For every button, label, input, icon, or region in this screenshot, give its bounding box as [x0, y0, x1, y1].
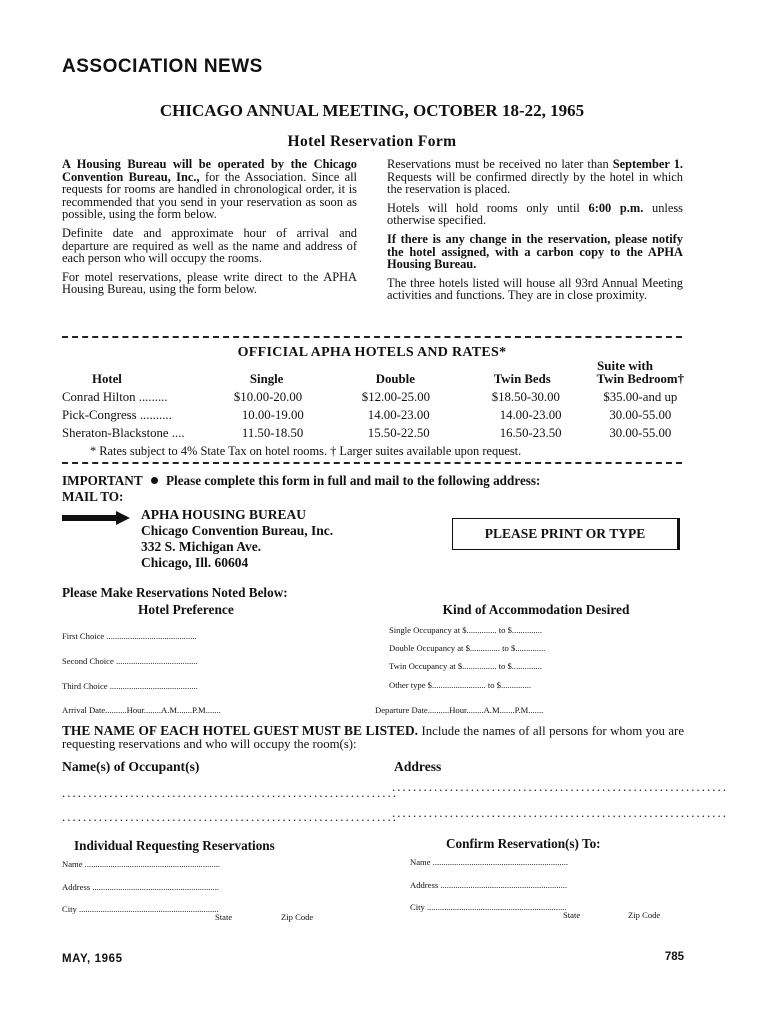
page-number: 785	[664, 951, 684, 963]
divider-top	[62, 336, 682, 338]
important-text: Please complete this form in full and mail to the following address:	[165, 473, 541, 488]
guest-notice-text: Include the names of all persons for whom you are requesting reservations and who will occupy the room(s):	[62, 724, 684, 751]
intro-p1-text: for the Association. Since all requests for rooms are handled in chronological order, it is recommended that you send in your reservation as soon as possible, using the form below.	[62, 169, 357, 222]
confirm-name-field[interactable]: Name ...............................................................	[410, 857, 569, 867]
individual-city-field[interactable]: City .................................................................	[62, 904, 219, 914]
arrival-field[interactable]: Arrival Date..........Hour........A.M.......P.M.......	[62, 705, 221, 715]
rate-row	[62, 424, 684, 442]
individual-state-label: State	[215, 912, 233, 922]
intro-left-column	[62, 158, 357, 296]
col-suite: Twin Bedroom†	[596, 371, 684, 386]
single-occupancy-field[interactable]: Single Occupancy at $.............. to $..............	[389, 625, 542, 635]
bullet-icon	[151, 477, 158, 484]
col-twin: Twin Beds	[493, 371, 551, 386]
rate-twin: 16.50-23.50	[499, 425, 562, 440]
rate-row	[62, 388, 684, 406]
rate-row	[62, 406, 684, 424]
rate-double: $12.00-25.00	[361, 389, 431, 404]
p4-text-b: Requests will be confirmed directly by the hotel in which the reservation is placed.	[387, 169, 683, 197]
confirm-state-label: State	[563, 910, 581, 920]
address-line: 332 S. Michigan Ave.	[141, 539, 262, 554]
guest-notice	[62, 724, 684, 751]
address-line: Chicago, Ill. 60604	[141, 555, 249, 570]
guest-notice-bold: THE NAME OF EACH HOTEL GUEST MUST BE LISTED.	[62, 723, 418, 738]
important-notice	[62, 473, 540, 489]
p4-text-a: Reservations must be received no later than	[387, 157, 613, 171]
address-line: Chicago Convention Bureau, Inc.	[141, 523, 334, 538]
arrow-icon	[62, 511, 132, 525]
occupant-address-line[interactable]: ................................................................	[392, 779, 728, 794]
rate-single: $10.00-20.00	[233, 389, 303, 404]
rates-table	[62, 370, 684, 442]
intro-paragraph-2: Definite date and approximate hour of arrival and departure are required as well as the name and address of each person who will occupy the rooms.	[62, 225, 357, 266]
address-line: APHA HOUSING BUREAU	[141, 507, 307, 522]
intro-paragraph-4	[387, 158, 683, 196]
intro-paragraph-5	[387, 202, 683, 227]
col-double: Double	[375, 371, 415, 386]
confirm-zip-label: Zip Code	[628, 910, 661, 920]
reservations-heading: Please Make Reservations Noted Below:	[62, 585, 288, 600]
occupant-line[interactable]: ................................................................	[62, 809, 398, 824]
form-title: Hotel Reservation Form	[287, 133, 457, 150]
rates-footnote: * Rates subject to 4% State Tax on hotel rooms. † Larger suites available upon request.	[90, 444, 522, 458]
twin-occupancy-field[interactable]: Twin Occupancy at $................ to $..............	[389, 661, 542, 671]
rate-hotel: Sheraton-Blackstone ....	[62, 425, 185, 440]
third-choice-field[interactable]: Third Choice .........................................	[62, 681, 198, 691]
rate-hotel: Pick-Congress ..........	[62, 407, 172, 422]
p5-text-a: Hotels will hold rooms only until	[387, 200, 589, 215]
confirm-heading: Confirm Reservation(s) To:	[446, 836, 601, 851]
divider-middle	[62, 462, 682, 464]
deadline-bold: September 1.	[612, 157, 683, 171]
double-occupancy-field[interactable]: Double Occupancy at $.............. to $..............	[389, 643, 546, 653]
rate-twin: 14.00-23.00	[499, 407, 562, 422]
individual-heading: Individual Requesting Reservations	[74, 838, 275, 853]
rate-single: 10.00-19.00	[241, 407, 304, 422]
individual-address-field[interactable]: Address ...........................................................	[62, 882, 220, 892]
section-title: ASSOCIATION NEWS	[62, 56, 263, 77]
rates-header-row	[62, 370, 684, 388]
confirm-city-field[interactable]: City .................................................................	[410, 902, 567, 912]
intro-paragraph-6: If there is any change in the reservation, please notify the hotel assigned, with a carbon copy to the APHA Housing Bureau.	[387, 231, 683, 272]
rate-suite: $35.00-and up	[603, 389, 678, 404]
address-label: Address	[394, 759, 442, 774]
mail-to-label: MAIL TO:	[62, 489, 124, 504]
meeting-title: CHICAGO ANNUAL MEETING, OCTOBER 18-22, 1965	[159, 101, 585, 120]
hold-time-bold: 6:00 p.m.	[588, 200, 644, 215]
rate-hotel: Conrad Hilton .........	[62, 389, 168, 404]
rate-single: 11.50-18.50	[241, 425, 304, 440]
housing-bureau-bold: A Housing Bureau will be operated by the Chicago Convention Bureau, Inc.,	[62, 157, 357, 184]
first-choice-field[interactable]: First Choice ..........................................	[62, 631, 197, 641]
occupant-address-line[interactable]: ................................................................	[392, 805, 728, 820]
rate-twin: $18.50-30.00	[491, 389, 560, 404]
rate-suite: 30.00-55.00	[609, 425, 672, 440]
accommodation-heading: Kind of Accommodation Desired	[442, 602, 630, 617]
departure-field[interactable]: Departure Date..........Hour........A.M.......P.M.......	[375, 705, 544, 715]
print-notice-box: PLEASE PRINT OR TYPE	[452, 518, 680, 550]
p5-text-b: unless otherwise specified.	[387, 200, 683, 228]
mailing-address	[141, 507, 333, 571]
rate-suite: 30.00-55.00	[609, 407, 672, 422]
intro-paragraph-1	[62, 158, 357, 221]
individual-name-field[interactable]: Name ...............................................................	[62, 859, 221, 869]
footer-date: MAY, 1965	[62, 953, 123, 965]
important-label: IMPORTANT	[62, 473, 143, 488]
suite-header-line1: Suite with	[597, 358, 653, 373]
col-hotel: Hotel	[92, 371, 122, 386]
intro-paragraph-3: For motel reservations, please write direct to the APHA Housing Bureau, using the form below.	[62, 269, 357, 297]
individual-zip-label: Zip Code	[281, 912, 314, 922]
other-type-field[interactable]: Other type $......................... to $..............	[389, 680, 532, 690]
rates-title: OFFICIAL APHA HOTELS AND RATES*	[237, 345, 507, 360]
rate-double: 14.00-23.00	[367, 407, 430, 422]
occupant-line[interactable]: ................................................................	[62, 785, 398, 800]
rate-double: 15.50-22.50	[367, 425, 430, 440]
occupants-label: Name(s) of Occupant(s)	[62, 759, 200, 774]
intro-right-column	[387, 158, 683, 302]
col-single: Single	[249, 371, 284, 386]
hotel-preference-heading: Hotel Preference	[138, 602, 234, 617]
intro-paragraph-7: The three hotels listed will house all 93rd Annual Meeting activities and functions. They are in close proximity.	[387, 275, 683, 303]
confirm-address-field[interactable]: Address ...........................................................	[410, 880, 568, 890]
second-choice-field[interactable]: Second Choice ......................................	[62, 656, 198, 666]
